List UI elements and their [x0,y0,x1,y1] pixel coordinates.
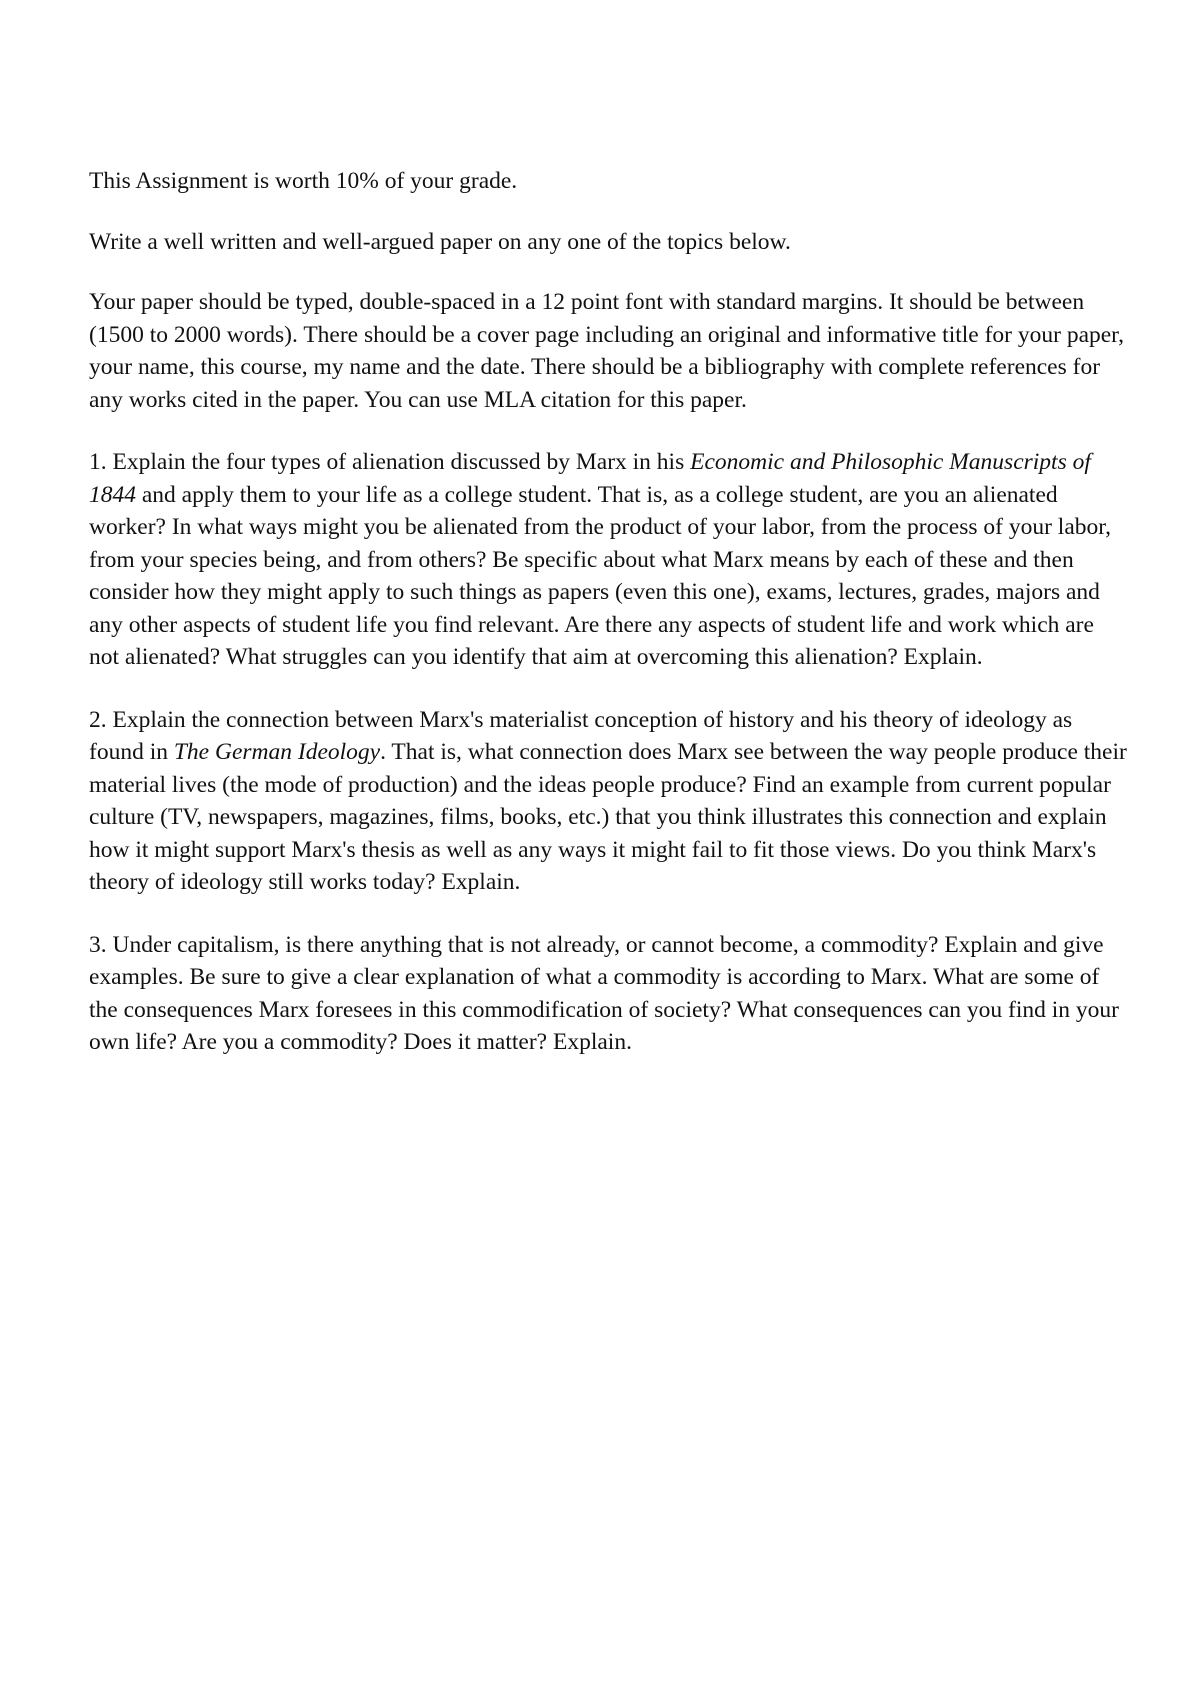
assignment-text [89,165,1129,1087]
topic-3: 3. Under capitalism, is there anything that is not already, or cannot become, a commodity? Explain and give examples. Be sure to give a clear explanation of what a commodity is according to Marx. What are some of the consequences Marx foresees in this commodification of society? What consequences can you find in your own life? Are you a commodity? Does it matter? Explain. [89,931,1119,1055]
topic-1-body: and apply them to your life as a college student. That is, as a college student, are you an alienated worker? In what ways might you be alienated from the product of your labor, from the process of your labor, from your species being, and from others? Be specific about what Marx means by each of these and then consider how they might apply to such things as papers (even this one), exams, lectures, grades, majors and any other aspects of student life you find relevant. Are there any aspects of student life and work which are not alienated? What struggles can you identify that aim at overcoming this alienation? Explain. [89,481,1112,670]
topic-2-book-title: The German Ideology [173,739,381,765]
topic-1-book-title: Economic and Philosophic Manuscripts of 1844 [89,449,1091,508]
topic-1-intro: 1. Explain the four types of alienation discussed by Marx in his [89,449,691,475]
topic-2-intro: 2. Explain the connection between Marx's materialist conception of history and his theory of ideology as found in [89,706,1073,765]
topic-2 [89,704,1129,899]
grade-worth-statement: This Assignment is worth 10% of your grade. [89,168,518,194]
topic-2-body: . That is, what connection does Marx see between the way people produce their material lives (the mode of production) and the ideas people produce? Find an example from current popular culture (TV, newspapers, magazines, films, books, etc.) that you think illustrates this connection and explain how it might support Marx's thesis as well as any ways it might fail to fit those views. Do you think Marx's theory of ideology still works today? Explain. [89,739,1127,895]
formatting-requirements: Your paper should be typed, double-spaced in a 12 point font with standard margins. It should be between (1500 to 2000 words). There should be a cover page including an original and informative title for your paper, your name, this course, my name and the date. There should be a bibliography with complete references for any works cited in the paper. You can use MLA citation for this paper. [89,289,1124,413]
topic-1 [89,446,1129,674]
assignment-instruction: Write a well written and well-argued paper on any one of the topics below. [89,228,791,255]
